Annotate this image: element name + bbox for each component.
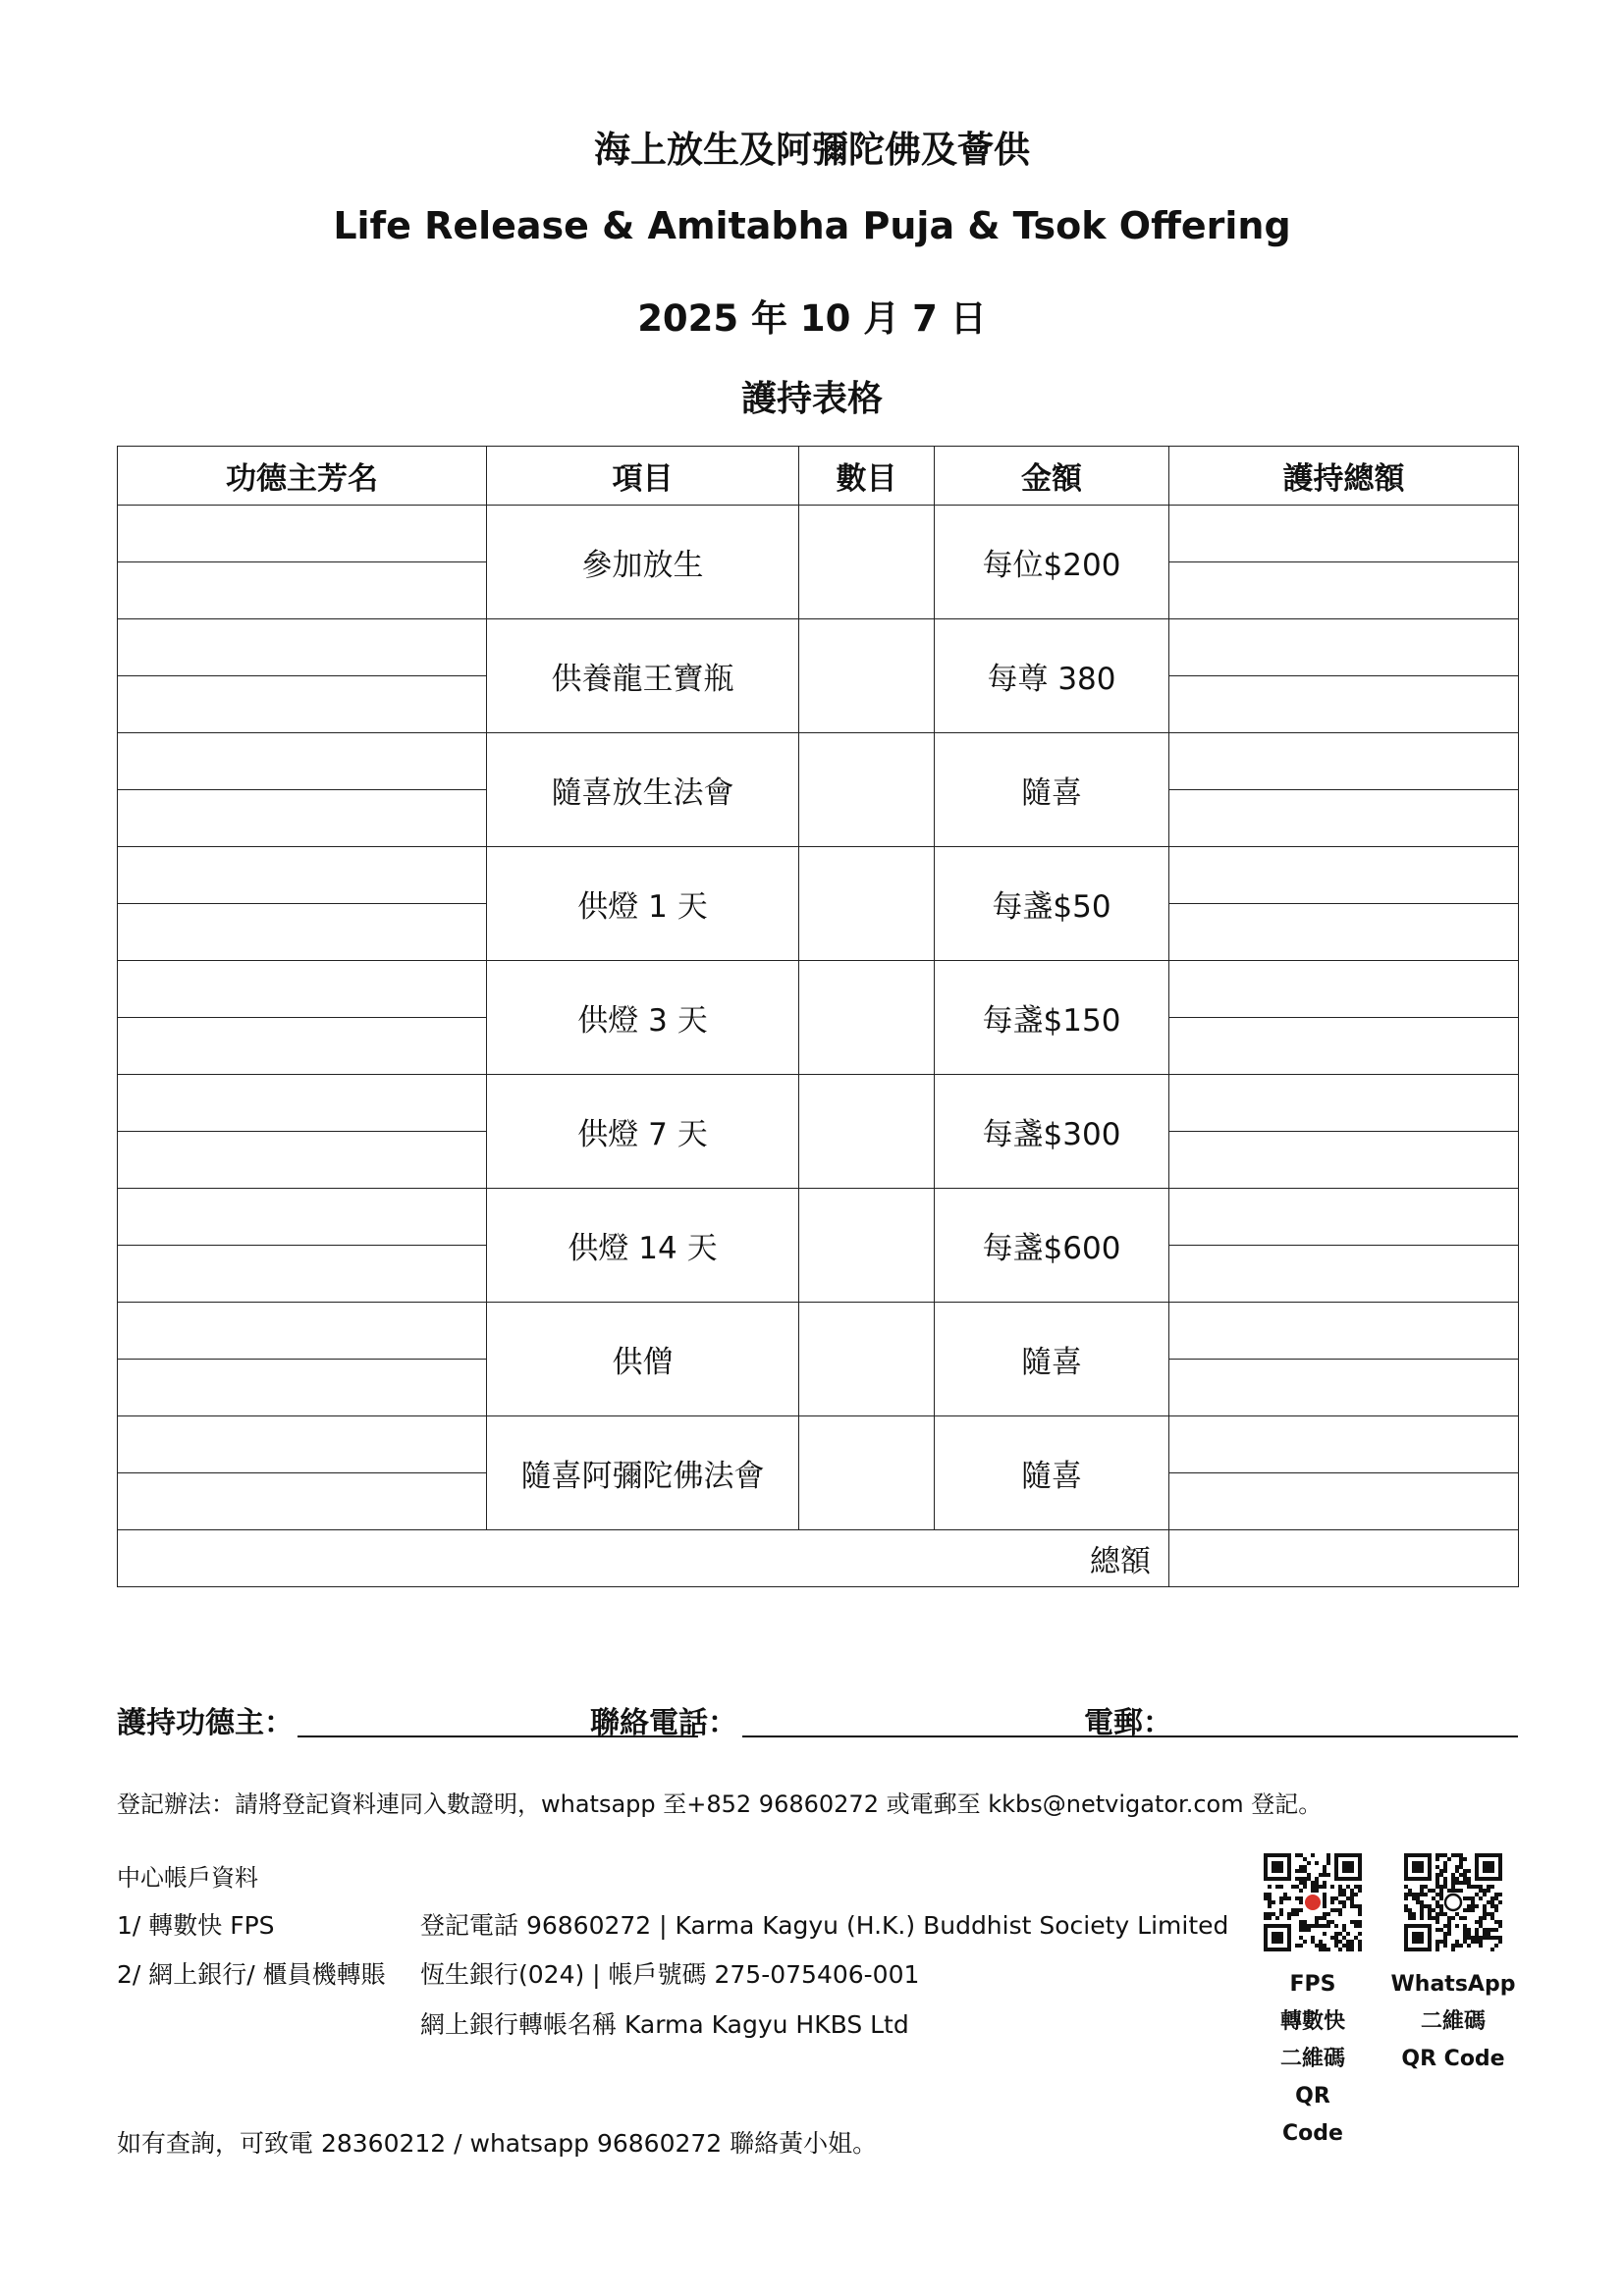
registration-note: 登記辦法：請將登記資料連同入數證明，whatsapp 至+852 96860272 或電郵至 kkbs@netvigator.com 登記。 xyxy=(117,1790,1323,1818)
table-row xyxy=(118,1075,1519,1132)
sponsor-name-cell[interactable] xyxy=(118,619,487,676)
phone-label: 聯絡電話： xyxy=(590,1706,737,1740)
total-cell[interactable] xyxy=(1169,1303,1519,1360)
fps-value: 登記電話 96860272 | Karma Kagyu (H.K.) Buddhist Society Limited xyxy=(420,1911,1229,1940)
sponsor-name-cell[interactable] xyxy=(118,1075,487,1132)
total-cell[interactable] xyxy=(1169,1360,1519,1416)
total-cell[interactable] xyxy=(1169,733,1519,790)
sponsor-name-cell[interactable] xyxy=(118,961,487,1018)
total-cell[interactable] xyxy=(1169,961,1519,1018)
table-row xyxy=(118,1303,1519,1360)
enquiry-note: 如有查詢，可致電 28360212 / whatsapp 96860272 聯絡黃小姐。 xyxy=(117,2129,878,2158)
sponsor-name-cell[interactable] xyxy=(118,1246,487,1303)
table-row xyxy=(118,847,1519,904)
quantity-cell[interactable] xyxy=(799,961,935,1075)
item-cell: 供燈 14 天 xyxy=(487,1189,799,1303)
sponsor-name-cell[interactable] xyxy=(118,506,487,562)
column-header-item: 項目 xyxy=(487,447,799,506)
amount-cell: 隨喜 xyxy=(935,1303,1169,1416)
total-label: 總額 xyxy=(118,1530,1169,1587)
column-header-amount: 金額 xyxy=(935,447,1169,506)
qr-caption-line: WhatsApp xyxy=(1390,1972,1516,1997)
sponsor-name-cell[interactable] xyxy=(118,1132,487,1189)
qr-caption-line: QR Code xyxy=(1401,2047,1505,2071)
total-cell[interactable] xyxy=(1169,1246,1519,1303)
table-row xyxy=(118,961,1519,1018)
sponsor-name-cell[interactable] xyxy=(118,1189,487,1246)
total-cell[interactable] xyxy=(1169,904,1519,961)
total-cell[interactable] xyxy=(1169,1018,1519,1075)
sponsor-name-cell[interactable] xyxy=(118,790,487,847)
table-row xyxy=(118,619,1519,676)
qr-caption-line: 二維碼 xyxy=(1420,2009,1486,2034)
quantity-cell[interactable] xyxy=(799,1075,935,1189)
item-cell: 參加放生 xyxy=(487,506,799,619)
sponsorship-table xyxy=(117,446,1519,1587)
sponsor-name-cell[interactable] xyxy=(118,562,487,619)
qr-caption-line: Code xyxy=(1282,2121,1343,2146)
item-cell: 供僧 xyxy=(487,1303,799,1416)
sponsor-contact-fields xyxy=(117,1698,1518,1741)
table-row xyxy=(118,506,1519,562)
total-cell[interactable] xyxy=(1169,1473,1519,1530)
column-header-total: 護持總額 xyxy=(1169,447,1519,506)
quantity-cell[interactable] xyxy=(799,1189,935,1303)
total-cell[interactable] xyxy=(1169,1075,1519,1132)
table-row xyxy=(118,1189,1519,1246)
email-label: 電郵： xyxy=(1084,1706,1172,1740)
quantity-cell[interactable] xyxy=(799,1303,935,1416)
fps-label: 1/ 轉數快 FPS xyxy=(117,1911,275,1940)
column-header-quantity: 數目 xyxy=(799,447,935,506)
sponsor-name-cell[interactable] xyxy=(118,676,487,733)
account-info-heading: 中心帳戶資料 xyxy=(117,1864,258,1892)
table-row xyxy=(118,1416,1519,1473)
amount-cell: 隨喜 xyxy=(935,1416,1169,1530)
item-cell: 供燈 3 天 xyxy=(487,961,799,1075)
quantity-cell[interactable] xyxy=(799,1416,935,1530)
bank-account-value: 恆生銀行(024) | 帳戶號碼 275-075406-001 xyxy=(420,1960,920,1989)
title-english: Life Release & Amitabha Puja & Tsok Offering xyxy=(333,204,1291,247)
fps-qr-caption xyxy=(1249,1966,1377,2153)
sponsor-name-cell[interactable] xyxy=(118,733,487,790)
qr-caption-line: 二維碼 xyxy=(1279,2047,1345,2071)
item-cell: 供燈 1 天 xyxy=(487,847,799,961)
total-cell[interactable] xyxy=(1169,790,1519,847)
table-total-row xyxy=(118,1530,1519,1587)
quantity-cell[interactable] xyxy=(799,847,935,961)
sponsor-name-cell[interactable] xyxy=(118,1360,487,1416)
sponsor-name-cell[interactable] xyxy=(118,1018,487,1075)
qr-caption-line: QR xyxy=(1295,2084,1330,2109)
amount-cell: 每盞$50 xyxy=(935,847,1169,961)
sponsor-name-cell[interactable] xyxy=(118,1473,487,1530)
sponsor-name-cell[interactable] xyxy=(118,904,487,961)
table-header-row xyxy=(118,447,1519,506)
amount-cell: 每盞$150 xyxy=(935,961,1169,1075)
table-row xyxy=(118,733,1519,790)
item-cell: 供燈 7 天 xyxy=(487,1075,799,1189)
amount-cell: 每盞$600 xyxy=(935,1189,1169,1303)
item-cell: 供養龍王寶瓶 xyxy=(487,619,799,733)
quantity-cell[interactable] xyxy=(799,619,935,733)
column-header-sponsor-name: 功德主芳名 xyxy=(118,447,487,506)
sponsor-name-cell[interactable] xyxy=(118,847,487,904)
total-cell[interactable] xyxy=(1169,847,1519,904)
total-cell[interactable] xyxy=(1169,506,1519,562)
event-date: 2025 年 10 月 7 日 xyxy=(637,297,987,340)
quantity-cell[interactable] xyxy=(799,506,935,619)
quantity-cell[interactable] xyxy=(799,733,935,847)
email-line[interactable] xyxy=(1177,1735,1518,1737)
total-cell[interactable] xyxy=(1169,676,1519,733)
amount-cell: 每尊 380 xyxy=(935,619,1169,733)
title-chinese: 海上放生及阿彌陀佛及薈供 xyxy=(594,129,1030,171)
sponsor-name-cell[interactable] xyxy=(118,1416,487,1473)
whatsapp-qr-code-icon xyxy=(1404,1853,1502,1951)
bank-account-name-value: 網上銀行轉帳名稱 Karma Kagyu HKBS Ltd xyxy=(420,2010,909,2039)
amount-cell: 每位$200 xyxy=(935,506,1169,619)
total-cell[interactable] xyxy=(1169,619,1519,676)
total-cell[interactable] xyxy=(1169,562,1519,619)
fps-qr-code-icon xyxy=(1264,1853,1362,1951)
total-cell[interactable] xyxy=(1169,1132,1519,1189)
amount-cell: 每盞$300 xyxy=(935,1075,1169,1189)
sponsor-name-cell[interactable] xyxy=(118,1303,487,1360)
sponsor-label: 護持功德主： xyxy=(117,1706,294,1740)
amount-cell: 隨喜 xyxy=(935,733,1169,847)
grand-total-cell[interactable] xyxy=(1169,1530,1519,1587)
form-title: 護持表格 xyxy=(740,379,883,419)
qr-caption-line: FPS xyxy=(1289,1972,1336,1997)
bank-transfer-label: 2/ 網上銀行/ 櫃員機轉賬 xyxy=(117,1960,386,1989)
qr-caption-line: 轉數快 xyxy=(1279,2009,1345,2034)
item-cell: 隨喜放生法會 xyxy=(487,733,799,847)
whatsapp-qr-caption xyxy=(1380,1966,1527,2078)
total-cell[interactable] xyxy=(1169,1189,1519,1246)
item-cell: 隨喜阿彌陀佛法會 xyxy=(487,1416,799,1530)
total-cell[interactable] xyxy=(1169,1416,1519,1473)
